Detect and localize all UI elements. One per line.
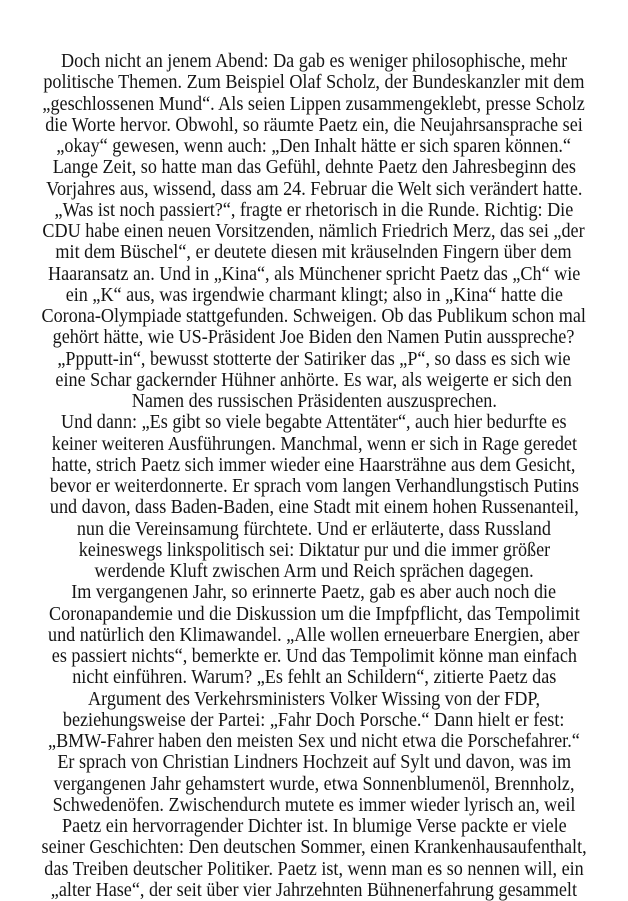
text-line: Vorjahres aus, wissend, dass am 24. Februar die Welt sich verändert hatte. [45, 178, 583, 200]
text-line: „okay“ gewesen, wenn auch: „Den Inhalt hätte er sich sparen können.“ [56, 136, 572, 157]
document-page [0, 51, 628, 901]
text-line: nicht einführen. Warum? „Es fehlt an Schildern“, zitierte Paetz das [71, 667, 557, 689]
text-line: die Worte hervor. Obwohl, so räumte Paetz ein, die Neujahrsansprache sei [45, 114, 583, 136]
text-line: eine Schar gackernder Hühner anhörte. Es war, als weigerte er sich den [55, 369, 573, 391]
text-line: Schwedenöfen. Zwischendurch mutete es immer wieder lyrisch an, weil [52, 794, 576, 816]
text-line: CDU habe einen neuen Vorsitzenden, nämlich Friedrich Merz, das sei „der [42, 221, 586, 242]
text-line: Und dann: „Es gibt so viele begabte Attentäter“, auch hier bedurfte es [61, 412, 567, 434]
text-line: Haaransatz an. Und in „Kina“, als Münchener spricht Paetz das „Ch“ wie [47, 263, 581, 285]
text-line: Doch nicht an jenem Abend: Da gab es weniger philosophische, mehr [60, 51, 568, 72]
text-line: „BMW-Fahrer haben den meisten Sex und nicht etwa die Porschefahrer.“ [48, 731, 580, 752]
text-line: ein „K“ aus, was irgendwie charmant klingt; also in „Kina“ hatte die [65, 284, 563, 306]
text-line: nun die Vereinsamung fürchtete. Und er erläuterte, dass Russland [76, 518, 552, 540]
text-line: Argument des Verkehrsministers Volker Wissing von der FDP, [88, 688, 540, 710]
text-line: das Treiben deutscher Politiker. Paetz ist, wenn man es so nennen will, ein [44, 858, 584, 880]
text-line: „geschlossenen Mund“. Als seien Lippen zusammengeklebt, presse Scholz [42, 93, 586, 115]
text-line: und natürlich den Klimawandel. „Alle wollen erneuerbare Energien, aber [48, 624, 580, 646]
text-line: politische Themen. Zum Beispiel Olaf Scholz, der Bundeskanzler mit dem [43, 72, 585, 94]
text-line: vergangenen Jahr gehamstert wurde, etwa Sonnenblumenöl, Brennholz, [53, 773, 575, 795]
text-line: gehört hätte, wie US-Präsident Joe Biden den Namen Putin ausspreche? [53, 327, 575, 349]
text-line: „Was ist noch passiert?“, fragte er rhetorisch in die Runde. Richtig: Die [54, 199, 574, 221]
text-line: Lange Zeit, so hatte man das Gefühl, dehnte Paetz den Jahresbeginn des [52, 157, 576, 179]
text-line: „Ppputt-in“, bewusst stotterte der Satiriker das „P“, so dass es sich wie [57, 348, 571, 370]
text-line: hatte, strich Paetz sich immer wieder eine Haarsträhne aus dem Gesicht, [52, 454, 576, 476]
text-line: keineswegs linkspolitisch sei: Diktatur pur und die immer größer [78, 539, 550, 561]
text-line: und davon, dass Baden-Baden, eine Stadt mit einem hohen Russenanteil, [49, 497, 579, 519]
text-line: „alter Hase“, der seit über vier Jahrzehnten Bühnenerfahrung gesammelt [50, 879, 578, 901]
text-line: Er sprach von Christian Lindners Hochzeit auf Sylt und davon, was im [57, 752, 571, 774]
text-line: bevor er weiterdonnerte. Er sprach vom langen Verhandlungstisch Putins [49, 476, 579, 497]
text-line: Im vergangenen Jahr, so erinnerte Paetz, gab es aber auch noch die [71, 582, 557, 604]
text-line: Coronapandemie und die Diskussion um die Impfpflicht, das Tempolimit [48, 603, 580, 625]
text-line: Namen des russischen Präsidenten auszusprechen. [131, 391, 497, 412]
text-line: werdende Kluft zwischen Arm und Reich sprächen dagegen. [94, 561, 534, 582]
text-line: seiner Geschichten: Den deutschen Sommer, einen Krankenhausaufenthalt, [41, 837, 587, 859]
text-line: beziehungsweise der Partei: „Fahr Doch Porsche.“ Dann hielt er fest: [63, 709, 565, 731]
text-line: Corona-Olympiade stattgefunden. Schweigen. Ob das Publikum schon mal [41, 306, 587, 327]
text-line: mit dem Büschel“, er deutete diesen mit kräuselnden Fingern über dem [55, 242, 573, 264]
text-line: es passiert nichts“, bemerkte er. Und das Tempolimit könne man einfach [51, 646, 577, 667]
text-line: Paetz ein hervorragender Dichter ist. In blumige Verse packte er viele [61, 816, 567, 837]
text-line: keiner weiteren Ausführungen. Manchmal, wenn er sich in Rage geredet [51, 433, 577, 455]
